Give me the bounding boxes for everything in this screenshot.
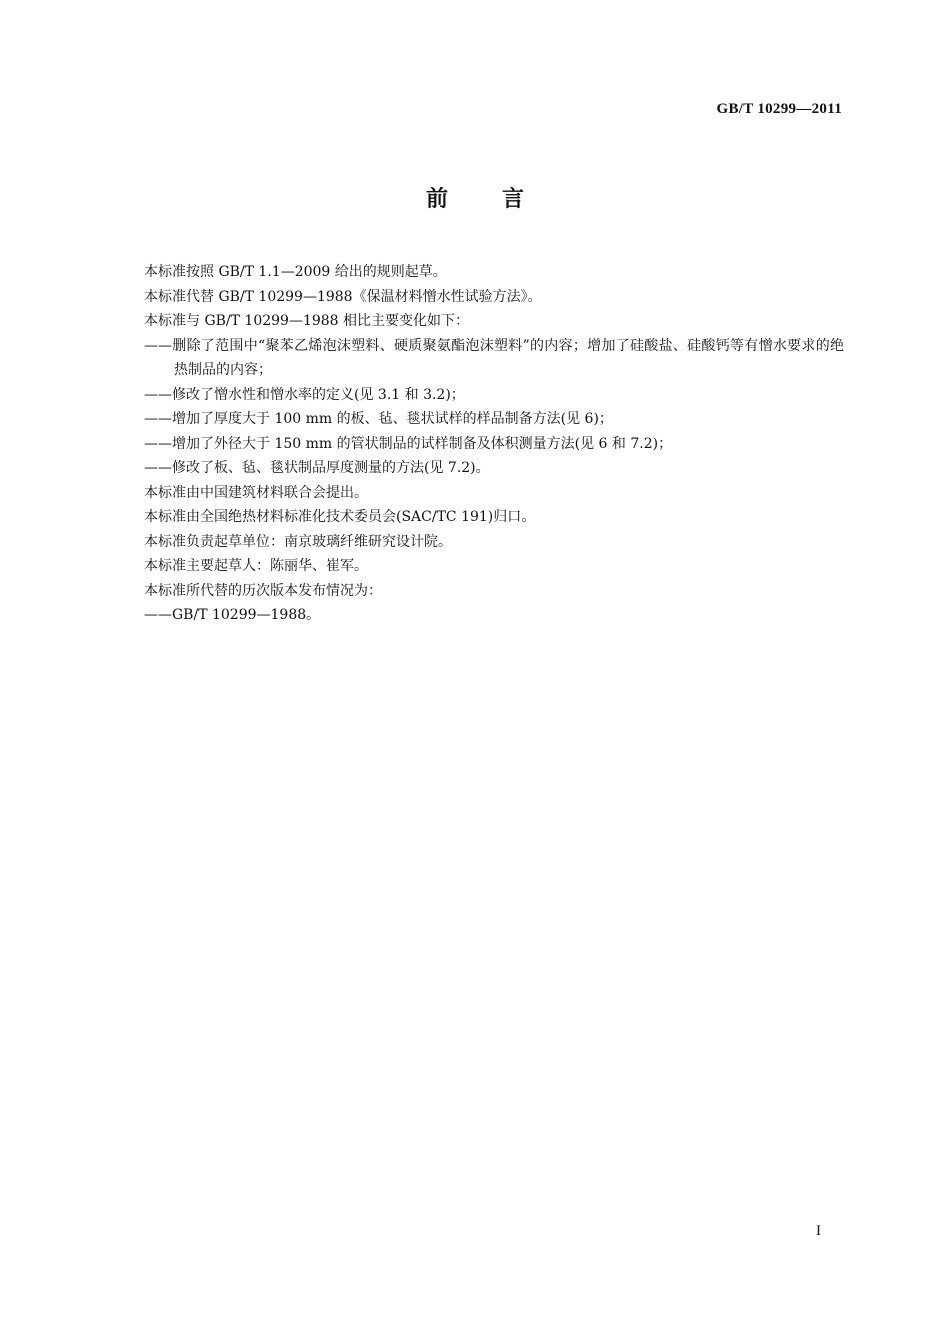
paragraph: 本标准负责起草单位：南京玻璃纤维研究设计院。: [144, 533, 452, 550]
paragraph: 本标准主要起草人：陈丽华、崔军。: [144, 558, 368, 574]
paragraph: 本标准由中国建筑材料联合会提出。: [144, 484, 368, 501]
change-item: ——增加了外径大于 150 mm 的管状制品的试样制备及体积测量方法(见 6 和 7.2)；: [144, 435, 673, 452]
page-number: I: [816, 1223, 821, 1239]
paragraph: 本标准所代替的历次版本发布情况为：: [144, 582, 382, 599]
change-item: ——增加了厚度大于 100 mm 的板、毡、毯状试样的样品制备方法(见 6)；: [144, 411, 613, 427]
change-item: ——删除了范围中“聚苯乙烯泡沫塑料、硬质聚氨酯泡沫塑料”的内容；增加了硅酸盐、硅酸钙等有憎水要求的绝热制品的内容；: [144, 337, 844, 378]
change-item: ——修改了憎水性和憎水率的定义(见 3.1 和 3.2)；: [144, 386, 465, 403]
paragraph: 本标准与 GB/T 10299—1988 相比主要变化如下：: [144, 313, 470, 329]
page-title: 前言: [425, 187, 578, 212]
standard-code: GB/T 10299—2011: [716, 101, 842, 117]
paragraph: 本标准代替 GB/T 10299—1988《保温材料憎水性试验方法》。: [144, 288, 542, 305]
previous-version-item: ——GB/T 10299—1988。: [144, 607, 321, 623]
change-item: ——修改了板、毡、毯状制品厚度测量的方法(见 7.2)。: [144, 460, 490, 476]
foreword-body: [144, 260, 844, 628]
paragraph: 本标准由全国绝热材料标准化技术委员会(SAC/TC 191)归口。: [144, 509, 536, 525]
paragraph: 本标准按照 GB/T 1.1—2009 给出的规则起草。: [144, 264, 447, 280]
